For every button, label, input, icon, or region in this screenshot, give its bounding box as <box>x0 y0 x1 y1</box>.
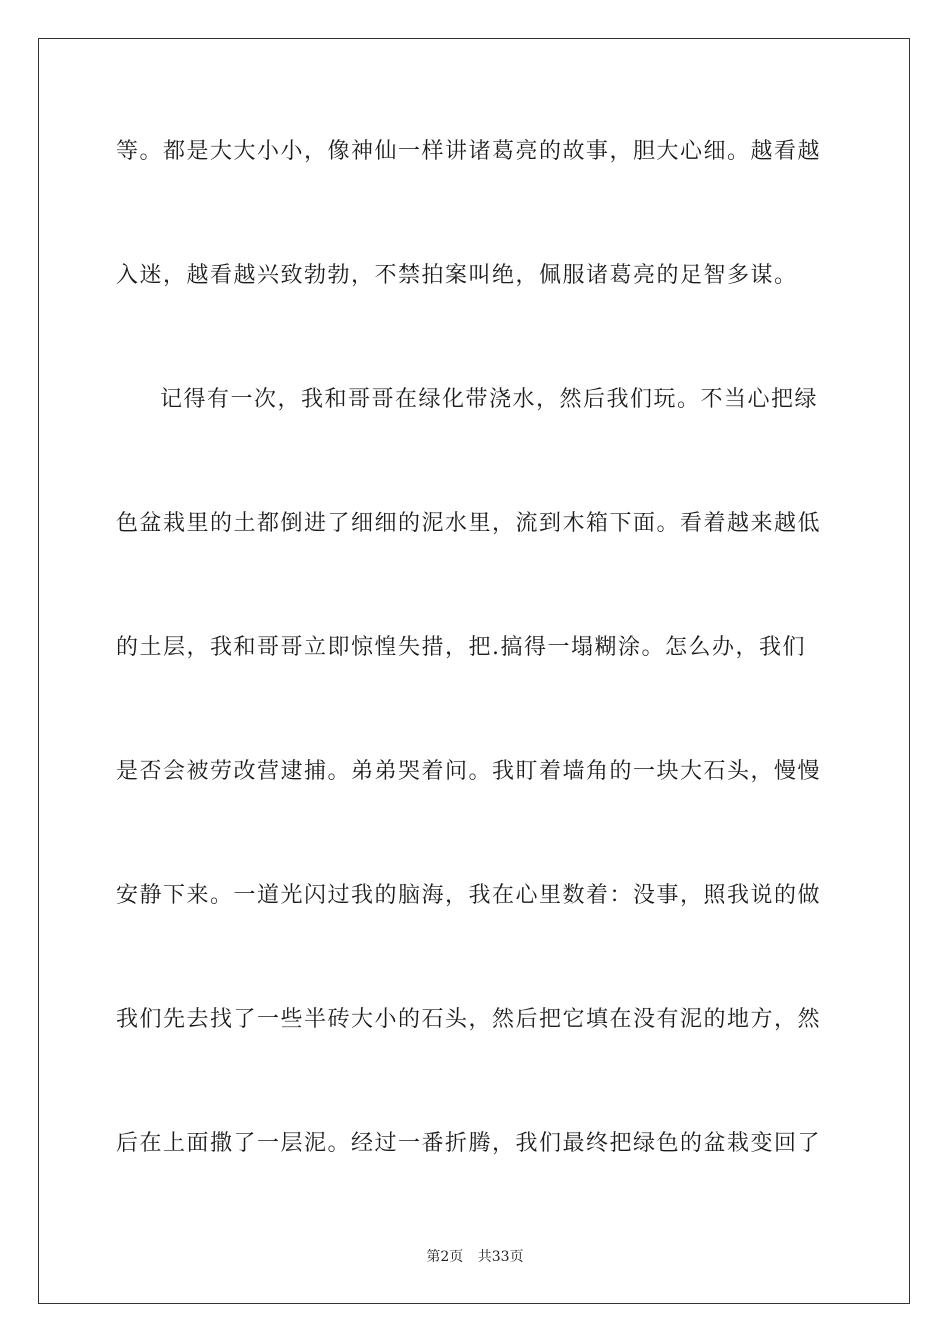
page-border <box>38 38 910 1304</box>
text-line: 安静下来。一道光闪过我的脑海，我在心里数着：没事，照我说的做 <box>116 883 822 908</box>
text-line: 等。都是大大小小，像神仙一样讲诸葛亮的故事，胆大心细。越看越 <box>116 139 822 164</box>
text-line: 是否会被劳改营逮捕。弟弟哭着问。我盯着墙角的一块大石头，慢慢 <box>116 759 822 784</box>
page-number: 第2页 <box>426 1249 464 1265</box>
page-total: 共33页 <box>477 1249 524 1265</box>
text-line: 记得有一次，我和哥哥在绿化带浇水，然后我们玩。不当心把绿 <box>160 387 819 412</box>
text-line: 后在上面撒了一层泥。经过一番折腾，我们最终把绿色的盆栽变回了 <box>116 1131 822 1156</box>
text-line: 的土层，我和哥哥立即惊惶失措，把.搞得一塌糊涂。怎么办，我们 <box>116 635 806 660</box>
text-line: 入迷，越看越兴致勃勃，不禁拍案叫绝，佩服诸葛亮的足智多谋。 <box>116 263 798 288</box>
page-footer <box>0 1248 950 1266</box>
text-line: 色盆栽里的土都倒进了细细的泥水里，流到木箱下面。看着越来越低 <box>116 511 822 536</box>
text-line: 我们先去找了一些半砖大小的石头，然后把它填在没有泥的地方，然 <box>116 1007 822 1032</box>
